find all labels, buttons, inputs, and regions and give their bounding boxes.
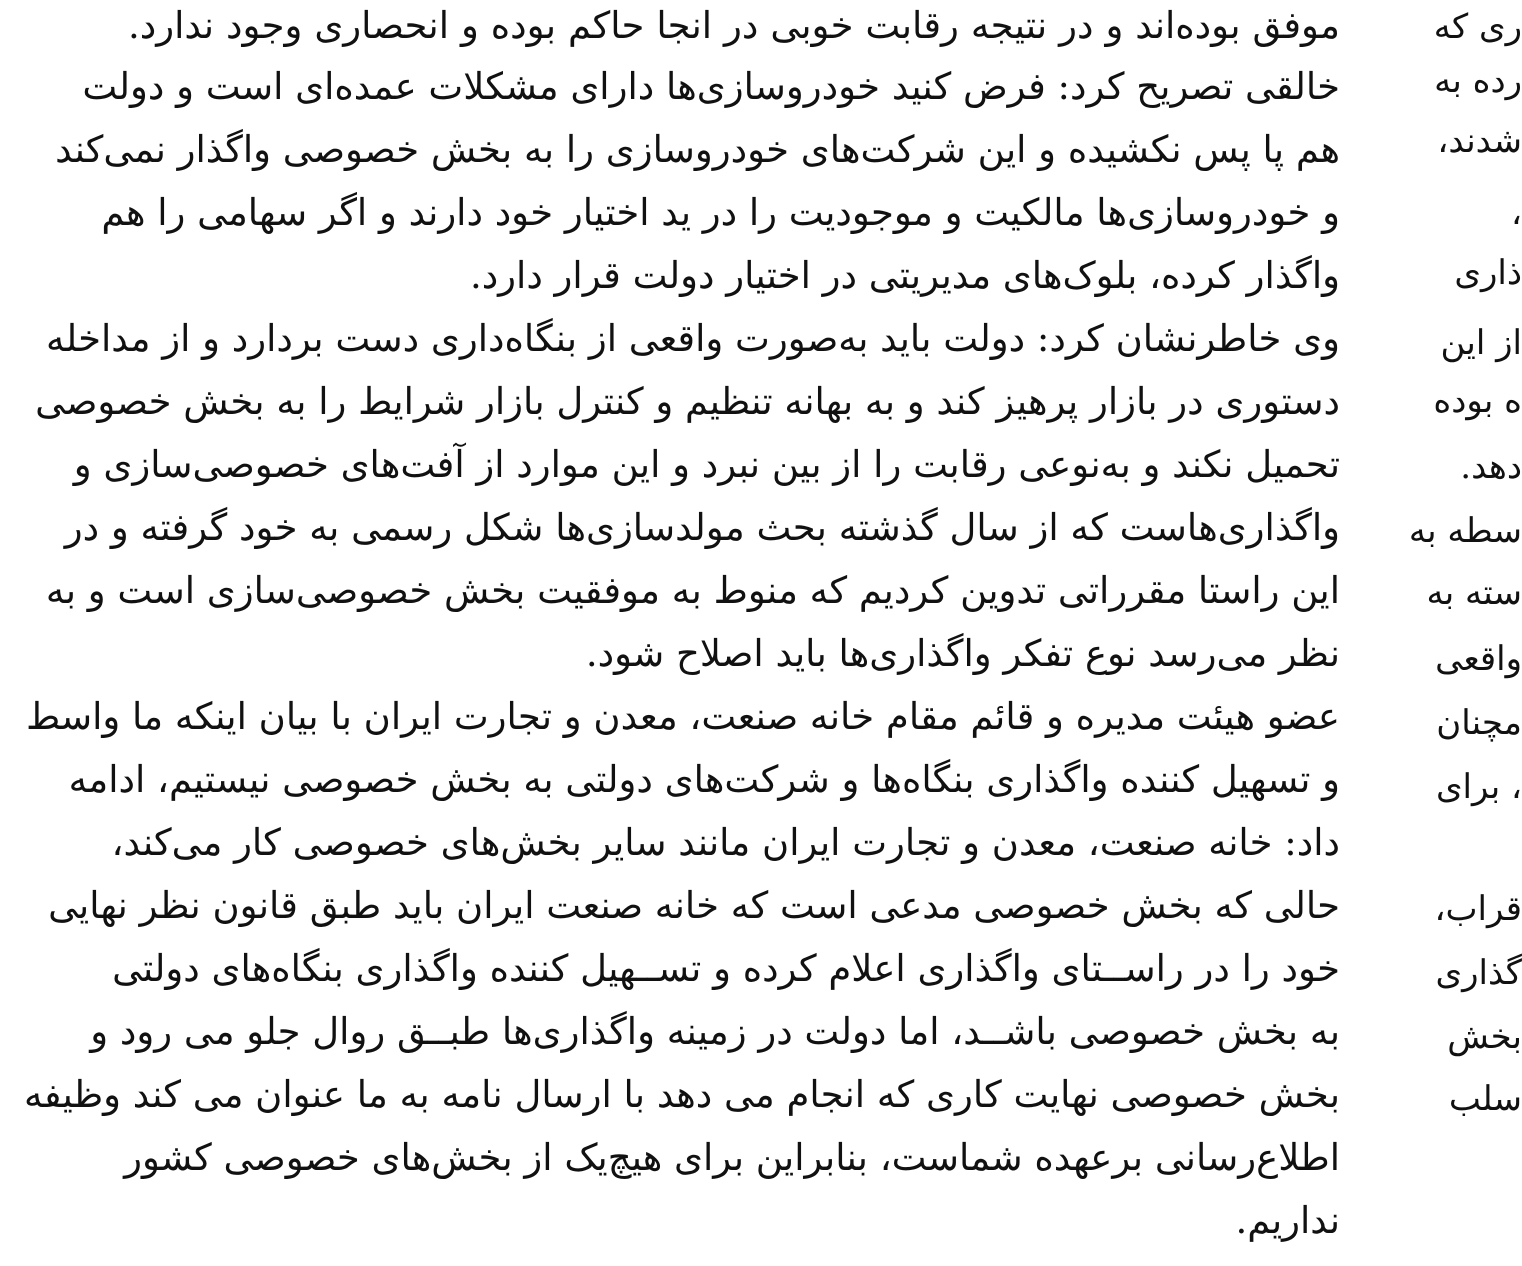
adjacent-column-fragment: سطه به [1408,511,1522,551]
article-line: وی خاطرنشان کرد: دولت باید به‌صورت واقعی از بنگاه‌داری دست بردارد و از مداخله [46,317,1340,360]
article-main-column [23,0,1340,1266]
adjacent-column-fragment: ، [1511,193,1522,233]
adjacent-column-fragment: شدند، [1437,121,1522,161]
article-line: دستوری در بازار پرهیز کند و به بهانه تنظیم و کنترل بازار شرایط را به بخش خصوصی [35,380,1340,423]
article-line: هم پا پس نکشیده و این شرکت‌های خودروسازی را به بخش خصوصی واگذار نمی‌کند [55,128,1340,171]
article-line: واگذار کرده، بلوک‌های مدیریتی در اختیار دولت قرار دارد. [469,254,1340,297]
article-line: داد: خانه صنعت، معدن و تجارت ایران مانند سایر بخش‌های خصوصی کار می‌کند، [111,821,1340,864]
article-line: تحمیل نکند و به‌نوعی رقابت را از بین نبرد و این موارد از آفت‌های خصوصی‌سازی و [73,443,1340,486]
article-line: موفق بوده‌اند و در نتیجه رقابت خوبی در انجا حاکم بوده و انحصاری وجود ندارد. [128,4,1340,47]
adjacent-column-fragment: سلب [1448,1079,1522,1119]
article-adjacent-column [1400,0,1522,1266]
article-line: بخش خصوصی نهایت کاری که انجام می دهد با ارسال نامه به ما عنوان می کند وظیفه [23,1073,1340,1116]
article-line: اطلاع‌رسانی برعهده شماست، بنابراین برای هیچ‌یک از بخش‌های خصوصی کشور [124,1136,1340,1179]
article-line: و تسهیل کننده واگذاری بنگاه‌ها و شرکت‌های دولتی به بخش خصوصی نیستیم، ادامه [68,758,1340,801]
adjacent-column-fragment: ، برای [1435,767,1522,807]
article-line: این راستا مقرراتی تدوین کردیم که منوط به موفقیت بخش خصوصی‌سازی است و به [45,569,1340,612]
adjacent-column-fragment: سته به [1426,573,1522,613]
adjacent-column-fragment: از این [1440,323,1522,363]
adjacent-column-fragment: دهد. [1460,447,1522,487]
adjacent-column-fragment: قراب، [1434,889,1522,929]
adjacent-column-fragment: مچنان [1436,703,1522,743]
adjacent-column-fragment: ری که [1433,7,1522,47]
article-line: خالقی تصریح کرد: فرض کنید خودروسازی‌ها دارای مشکلات عمده‌ای است و دولت [82,65,1340,108]
article-line: عضو هیئت مدیره و قائم مقام خانه صنعت، معدن و تجارت ایران با بیان اینکه ما واسط [25,695,1340,738]
article-line: به بخش خصوصی باشــد، اما دولت در زمینه واگذاری‌ها طبــق روال جلو می رود و [90,1010,1340,1053]
article-line: و خودروسازی‌ها مالکیت و موجودیت را در ید اختیار خود دارند و اگر سهامی را هم [101,191,1340,234]
adjacent-column-fragment: بخش [1447,1017,1522,1057]
article-line: واگذاری‌هاست که از سال گذشته بحث مولدسازی‌ها شکل رسمی به خود گرفته و در [64,506,1340,549]
adjacent-column-fragment: گذاری [1435,953,1522,993]
adjacent-column-fragment: رده به [1434,61,1522,101]
article-line: حالی که بخش خصوصی مدعی است که خانه صنعت ایران باید طبق قانون نظر نهایی [48,884,1340,927]
article-line: خود را در راســتای واگذاری اعلام کرده و تســهیل کننده واگذاری بنگاه‌های دولتی [112,947,1340,990]
adjacent-column-fragment: واقعی [1435,639,1522,679]
article-line: نظر می‌رسد نوع تفکر واگذاری‌ها باید اصلاح شود. [585,632,1340,675]
article-line: نداریم. [1235,1199,1340,1242]
adjacent-column-fragment: ذاری [1454,253,1522,293]
adjacent-column-fragment: ه بوده [1433,381,1522,421]
